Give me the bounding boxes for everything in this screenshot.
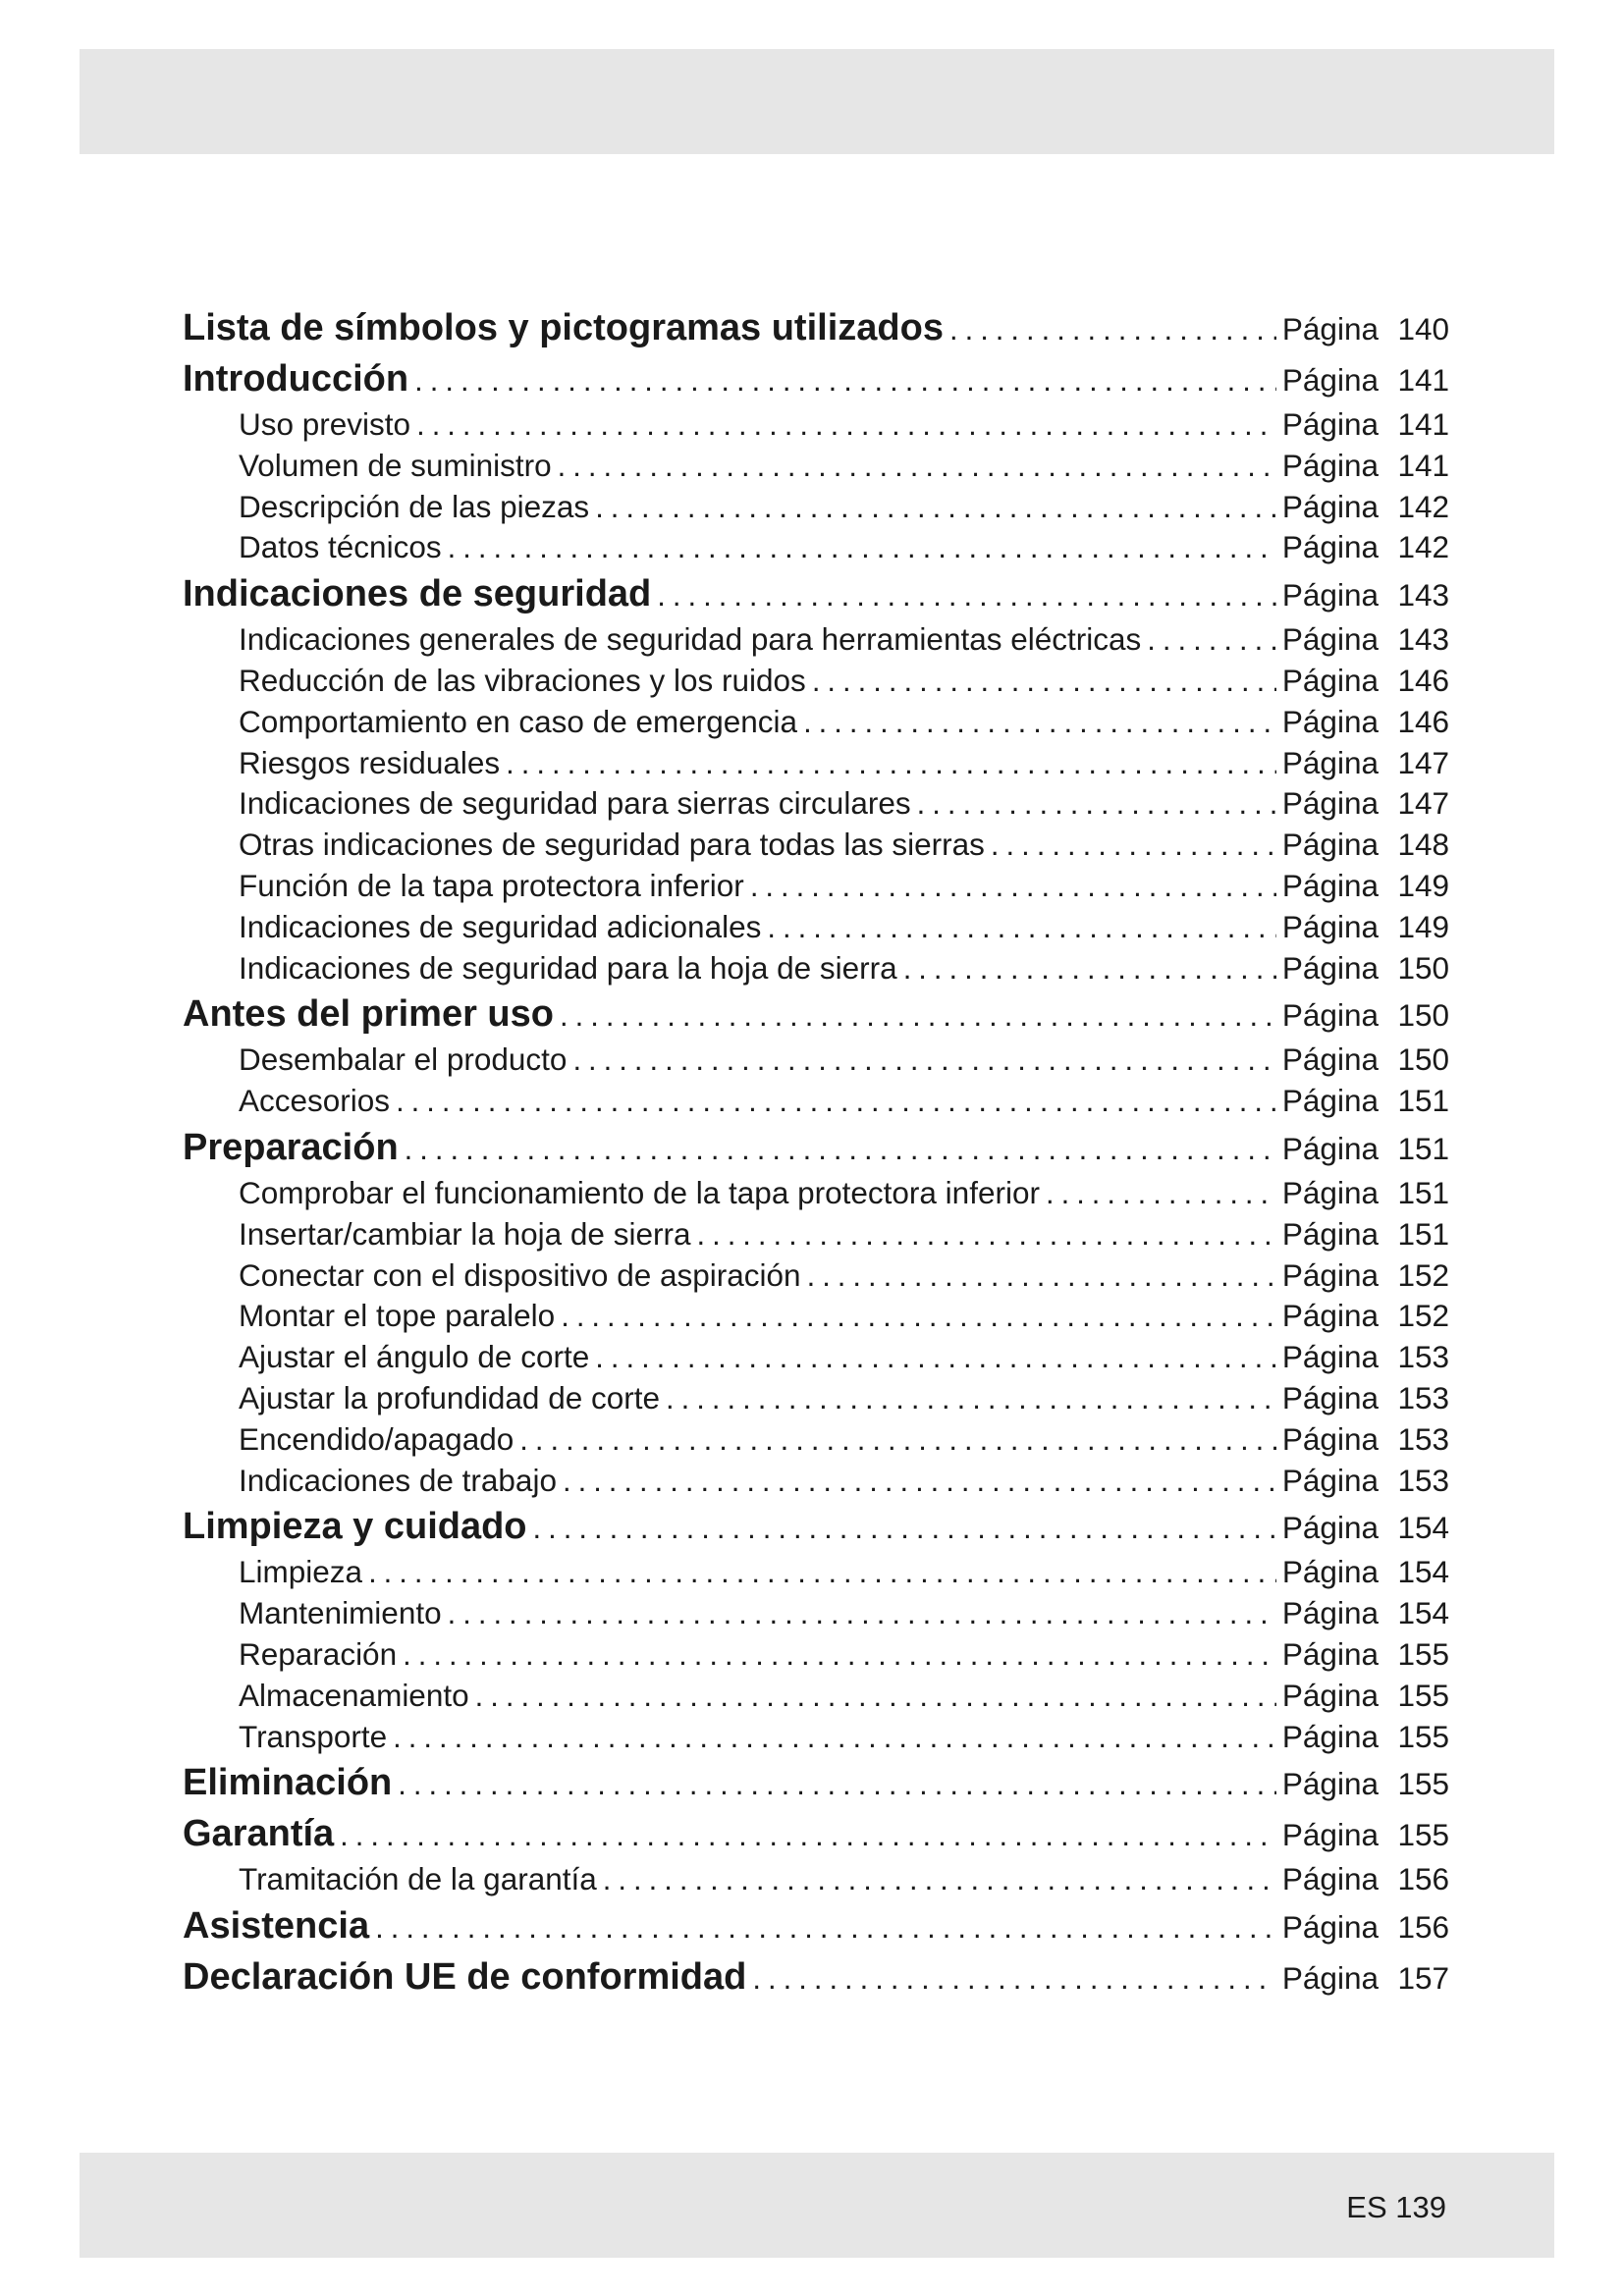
toc-page-reference [1282,1758,1449,1809]
page-number-ref: 141 [1397,362,1449,398]
toc-entry-title: Preparación [183,1126,399,1168]
toc-entry-title: Desembalar el producto [239,1041,568,1078]
page-word: Página [1281,1554,1379,1590]
page-number-ref: 151 [1397,1130,1449,1166]
page-number-ref: 151 [1397,1215,1449,1252]
toc-subsection-entry[interactable] [183,1634,1449,1676]
toc-page-reference [1282,1461,1449,1502]
toc-subsection-entry[interactable] [183,825,1449,866]
page-word: Página [1281,406,1379,442]
toc-page-reference [1282,743,1449,784]
toc-entry-title: Comprobar el funcionamiento de la tapa protectora inferior [239,1174,1040,1210]
page-word: Página [1281,1339,1379,1375]
dot-leader [414,355,1276,406]
toc-section-entry[interactable] [183,568,1449,619]
dot-leader [803,702,1276,743]
toc-page-reference [1282,661,1449,702]
page-number-ref: 156 [1397,1861,1449,1897]
toc-entry-title: Limpieza y cuidado [183,1506,527,1548]
dot-leader [752,1953,1276,2004]
dot-leader [561,1296,1276,1337]
toc-page-reference [1282,1040,1449,1081]
toc-subsection-entry[interactable] [183,907,1449,948]
page-word: Página [1281,1718,1379,1754]
toc-entry-title: Riesgos residuales [239,744,501,780]
toc-page-reference [1282,1676,1449,1717]
page-number-ref: 146 [1397,662,1449,698]
dot-leader [398,1759,1276,1810]
page-number-ref: 153 [1397,1420,1449,1457]
toc-subsection-entry[interactable] [183,1255,1449,1297]
toc-page-reference [1282,1859,1449,1900]
toc-entry-title: Datos técnicos [239,529,442,565]
page-word: Página [1281,1595,1379,1631]
toc-entry-title: Limpieza [239,1554,363,1590]
toc-entry-title: Antes del primer uso [183,993,554,1036]
page-number-ref: 153 [1397,1379,1449,1415]
dot-leader [396,1081,1276,1122]
toc-section-entry[interactable] [183,1501,1449,1552]
toc-page-reference [1282,1123,1449,1174]
footer-band [80,2153,1554,2258]
dot-leader [448,1593,1276,1634]
toc-subsection-entry[interactable] [183,446,1449,487]
page-number-ref: 155 [1397,1635,1449,1672]
page-number-ref: 155 [1397,1766,1449,1802]
dot-leader [767,907,1276,948]
toc-subsection-entry[interactable] [183,487,1449,528]
toc-subsection-entry[interactable] [183,1419,1449,1461]
toc-entry-title: Reparación [239,1635,398,1672]
page-number-ref: 149 [1397,867,1449,903]
page-word: Página [1281,997,1379,1034]
dot-leader [368,1552,1276,1593]
dot-leader [393,1717,1276,1758]
page-number-ref: 150 [1397,949,1449,986]
page-number-ref: 153 [1397,1339,1449,1375]
page-word: Página [1281,827,1379,863]
toc-page-reference [1282,1717,1449,1758]
toc-entry-title: Asistencia [183,1905,370,1948]
page-number-ref: 141 [1397,447,1449,483]
page-number-ref: 155 [1397,1817,1449,1853]
toc-entry-title: Uso previsto [239,406,411,442]
toc-page-reference [1282,446,1449,487]
page-number-ref: 149 [1397,908,1449,944]
toc-entry-title: Indicaciones de trabajo [239,1462,557,1498]
dot-leader [1147,619,1276,661]
toc-page-reference [1282,907,1449,948]
toc-section-entry[interactable] [183,302,1449,353]
page-number-ref: 156 [1397,1909,1449,1946]
page-number-ref: 150 [1397,1041,1449,1078]
page-number-ref: 147 [1397,785,1449,822]
page-word: Página [1281,703,1379,739]
page-number-ref: 151 [1397,1174,1449,1210]
page-number-ref: 143 [1397,621,1449,658]
toc-subsection-entry[interactable] [183,1593,1449,1634]
toc-entry-title: Tramitación de la garantía [239,1861,597,1897]
dot-leader [696,1214,1275,1255]
page-number-ref: 141 [1397,406,1449,442]
toc-page-reference [1282,354,1449,405]
toc-subsection-entry[interactable] [183,1717,1449,1758]
dot-leader [563,1461,1276,1502]
page-word: Página [1281,1635,1379,1672]
dot-leader [533,1503,1276,1554]
page-word: Página [1281,1041,1379,1078]
toc-page-reference [1282,1552,1449,1593]
toc-entry-title: Indicaciones de seguridad adicionales [239,908,762,944]
toc-entry-title: Comportamiento en caso de emergencia [239,703,798,739]
page-word: Página [1281,908,1379,944]
toc-subsection-entry[interactable] [183,1040,1449,1081]
toc-page-reference [1282,1634,1449,1676]
page-number-ref: 154 [1397,1595,1449,1631]
toc-page-reference [1282,948,1449,989]
toc-entry-title: Encendido/apagado [239,1420,514,1457]
page-word: Página [1281,867,1379,903]
toc-subsection-entry[interactable] [183,1552,1449,1593]
page-number-ref: 143 [1397,577,1449,614]
dot-leader [666,1378,1276,1419]
page-number-ref: 148 [1397,827,1449,863]
toc-page-reference [1282,1378,1449,1419]
page-word: Página [1281,577,1379,614]
toc-entry-title: Indicaciones de seguridad para sierras circulares [239,785,911,822]
toc-subsection-entry[interactable] [183,702,1449,743]
dot-leader [560,990,1276,1041]
toc-page-reference [1282,1214,1449,1255]
page-word: Página [1281,311,1379,347]
toc-section-entry[interactable] [183,1808,1449,1859]
toc-page-reference [1282,1901,1449,1952]
dot-leader [416,404,1276,446]
toc-page-reference [1282,1081,1449,1122]
toc-subsection-entry[interactable] [183,1378,1449,1419]
toc-page-reference [1282,1337,1449,1378]
page-word: Página [1281,1256,1379,1293]
toc-subsection-entry[interactable] [183,1461,1449,1502]
dot-leader [1046,1173,1276,1214]
toc-entry-title: Transporte [239,1718,388,1754]
toc-subsection-entry[interactable] [183,661,1449,702]
dot-leader [657,570,1276,621]
dot-leader [991,825,1276,866]
page-word: Página [1281,1677,1379,1713]
toc-entry-title: Ajustar la profundidad de corte [239,1379,661,1415]
page-number-ref: 151 [1397,1083,1449,1119]
toc-section-entry[interactable] [183,1757,1449,1808]
toc-subsection-entry[interactable] [183,1081,1449,1122]
header-band [80,49,1554,154]
toc-entry-title: Montar el tope paralelo [239,1298,556,1334]
dot-leader [558,446,1276,487]
page-number-ref: 154 [1397,1510,1449,1546]
toc-subsection-entry[interactable] [183,404,1449,446]
dot-leader [812,661,1276,702]
dot-leader [750,866,1276,907]
toc-entry-title: Declaración UE de conformidad [183,1956,747,1999]
toc-entry-title: Otras indicaciones de seguridad para todas las sierras [239,827,985,863]
toc-subsection-entry[interactable] [183,1296,1449,1337]
toc-subsection-entry[interactable] [183,1859,1449,1900]
toc-entry-title: Ajustar el ángulo de corte [239,1339,590,1375]
page-word: Página [1281,621,1379,658]
dot-leader [603,1859,1276,1900]
toc-page-reference [1282,1296,1449,1337]
toc-page-reference [1282,866,1449,907]
toc-page-reference [1282,1952,1449,2003]
page-word: Página [1281,1420,1379,1457]
page-word: Página [1281,1130,1379,1166]
dot-leader [448,527,1276,568]
toc-page-reference [1282,702,1449,743]
toc-entry-title: Descripción de las piezas [239,488,590,524]
toc-entry-title: Indicaciones de seguridad [183,573,652,615]
toc-subsection-entry[interactable] [183,619,1449,661]
dot-leader [375,1902,1276,1953]
toc-page-reference [1282,487,1449,528]
toc-section-entry[interactable] [183,1900,1449,1951]
toc-page-reference [1282,619,1449,661]
toc-page-reference [1282,1419,1449,1461]
page-number-ref: 155 [1397,1677,1449,1713]
page-number-ref: 153 [1397,1462,1449,1498]
dot-leader [403,1634,1276,1676]
page-number-ref: 155 [1397,1718,1449,1754]
page-word: Página [1281,744,1379,780]
toc-page-reference [1282,1255,1449,1297]
toc-section-entry[interactable] [183,1951,1449,2002]
page-word: Página [1281,1379,1379,1415]
toc-page-reference [1282,303,1449,354]
page-word: Página [1281,1909,1379,1946]
toc-subsection-entry[interactable] [183,1173,1449,1214]
toc-entry-title: Insertar/cambiar la hoja de sierra [239,1215,691,1252]
toc-subsection-entry[interactable] [183,527,1449,568]
dot-leader [506,743,1276,784]
toc-page-reference [1282,527,1449,568]
page-word: Página [1281,1766,1379,1802]
dot-leader [519,1419,1276,1461]
toc-page-reference [1282,1173,1449,1214]
toc-subsection-entry[interactable] [183,1337,1449,1378]
page-word: Página [1281,1215,1379,1252]
page-word: Página [1281,1861,1379,1897]
page-number-ref: 142 [1397,488,1449,524]
toc-section-entry[interactable] [183,988,1449,1040]
page-word: Página [1281,1510,1379,1546]
page-word: Página [1281,1462,1379,1498]
toc-entry-title: Indicaciones de seguridad para la hoja de sierra [239,949,897,986]
page-word: Página [1281,949,1379,986]
toc-entry-title: Reducción de las vibraciones y los ruidos [239,662,806,698]
toc-entry-title: Volumen de suministro [239,447,552,483]
toc-entry-title: Accesorios [239,1083,391,1119]
toc-section-entry[interactable] [183,353,1449,404]
dot-leader [595,487,1276,528]
toc-entry-title: Función de la tapa protectora inferior [239,867,744,903]
page-word: Página [1281,1083,1379,1119]
toc-entry-title: Garantía [183,1813,335,1855]
dot-leader [949,304,1276,355]
toc-page-reference [1282,1502,1449,1553]
page-number-ref: 152 [1397,1256,1449,1293]
dot-leader [903,948,1276,989]
page-word: Página [1281,785,1379,822]
toc-page-reference [1282,1593,1449,1634]
toc-page-reference [1282,989,1449,1041]
toc-page-reference [1282,569,1449,620]
toc-entry-title: Lista de símbolos y pictogramas utilizados [183,307,944,348]
page-word: Página [1281,529,1379,565]
table-of-contents [183,302,1449,2002]
page-word: Página [1281,1817,1379,1853]
page-word: Página [1281,362,1379,398]
toc-subsection-entry[interactable] [183,1676,1449,1717]
toc-entry-title: Conectar con el dispositivo de aspiración [239,1256,801,1293]
dot-leader [807,1255,1276,1297]
toc-entry-title: Indicaciones generales de seguridad para herramientas eléctricas [239,621,1142,658]
dot-leader [475,1676,1276,1717]
toc-subsection-entry[interactable] [183,783,1449,825]
page-number-ref: 142 [1397,529,1449,565]
dot-leader [572,1040,1275,1081]
page-number-ref: 152 [1397,1298,1449,1334]
dot-leader [405,1124,1276,1175]
toc-entry-title: Introducción [183,358,409,400]
page-word: Página [1281,447,1379,483]
toc-entry-title: Eliminación [183,1762,393,1804]
dot-leader [340,1810,1276,1861]
dot-leader [917,783,1276,825]
dot-leader [595,1337,1276,1378]
page-word: Página [1281,1298,1379,1334]
page-number-ref: 157 [1397,1960,1449,1997]
toc-section-entry[interactable] [183,1122,1449,1173]
toc-page-reference [1282,783,1449,825]
toc-page-reference [1282,825,1449,866]
page-number-ref: 150 [1397,997,1449,1034]
toc-entry-title: Mantenimiento [239,1595,442,1631]
toc-subsection-entry[interactable] [183,1214,1449,1255]
toc-page-reference [1282,404,1449,446]
toc-subsection-entry[interactable] [183,743,1449,784]
page-word: Página [1281,662,1379,698]
toc-page-reference [1282,1809,1449,1860]
toc-entry-title: Almacenamiento [239,1677,469,1713]
page-number-ref: 140 [1397,311,1449,347]
toc-subsection-entry[interactable] [183,948,1449,989]
page-number: ES 139 [1346,2190,1446,2224]
page-number-ref: 147 [1397,744,1449,780]
page-word: Página [1281,1174,1379,1210]
page-word: Página [1281,488,1379,524]
page-word: Página [1281,1960,1379,1997]
page-number-ref: 154 [1397,1554,1449,1590]
toc-subsection-entry[interactable] [183,866,1449,907]
page-number-ref: 146 [1397,703,1449,739]
